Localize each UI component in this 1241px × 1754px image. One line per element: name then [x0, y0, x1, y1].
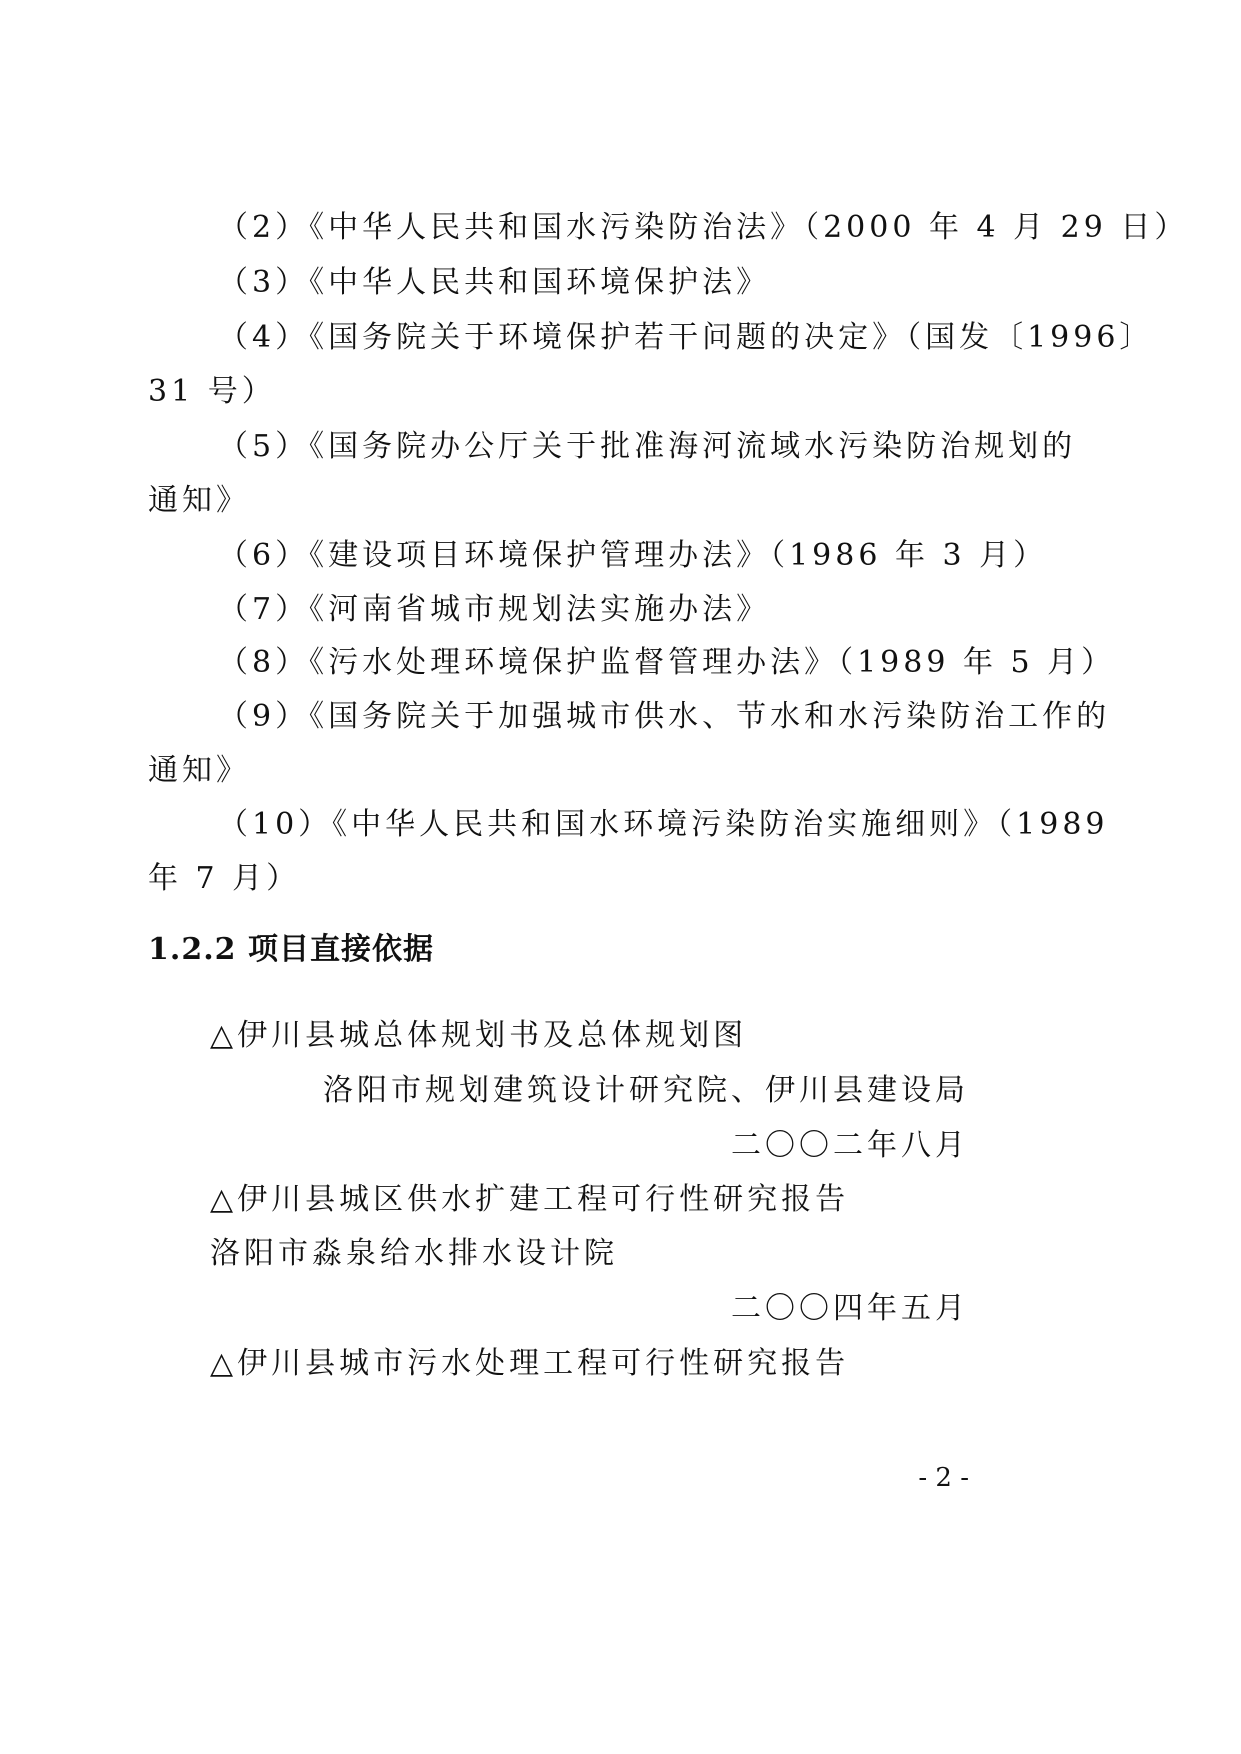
law-item-9-continuation: 通知》 [148, 753, 250, 788]
basis-item-date: 二〇〇二年八月 [731, 1128, 969, 1163]
law-item-10: （10）《中华人民共和国水环境污染防治实施细则》（1989 [218, 807, 1109, 842]
basis-item-date: 二〇〇四年五月 [731, 1291, 969, 1326]
basis-item-organization: 洛阳市规划建筑设计研究院、伊川县建设局 [323, 1073, 969, 1108]
basis-item-title: △伊川县城总体规划书及总体规划图 [210, 1018, 748, 1053]
law-item-9: （9）《国务院关于加强城市供水、节水和水污染防治工作的 [218, 699, 1111, 734]
law-item-4: （4）《国务院关于环境保护若干问题的决定》（国发〔1996〕 [218, 320, 1154, 355]
basis-item-title: △伊川县城市污水处理工程可行性研究报告 [210, 1346, 850, 1381]
law-item-6: （6）《建设项目环境保护管理办法》（1986 年 3 月） [218, 538, 1048, 573]
law-item-4-continuation: 31 号） [148, 374, 276, 409]
law-item-5: （5）《国务院办公厅关于批准海河流域水污染防治规划的 [218, 429, 1077, 464]
section-heading: 1.2.2 项目直接依据 [148, 932, 434, 967]
law-item-5-continuation: 通知》 [148, 483, 250, 518]
law-item-10-continuation: 年 7 月） [148, 861, 301, 896]
page-number: - 2 - [918, 1463, 969, 1493]
law-item-2: （2）《中华人民共和国水污染防治法》（2000 年 4 月 29 日） [218, 210, 1189, 245]
law-item-7: （7）《河南省城市规划法实施办法》 [218, 592, 771, 627]
basis-item-organization: 洛阳市淼泉给水排水设计院 [210, 1236, 618, 1271]
basis-item-title: △伊川县城区供水扩建工程可行性研究报告 [210, 1182, 850, 1217]
law-item-8: （8）《污水处理环境保护监督管理办法》（1989 年 5 月） [218, 645, 1116, 680]
law-item-3: （3）《中华人民共和国环境保护法》 [218, 265, 771, 300]
